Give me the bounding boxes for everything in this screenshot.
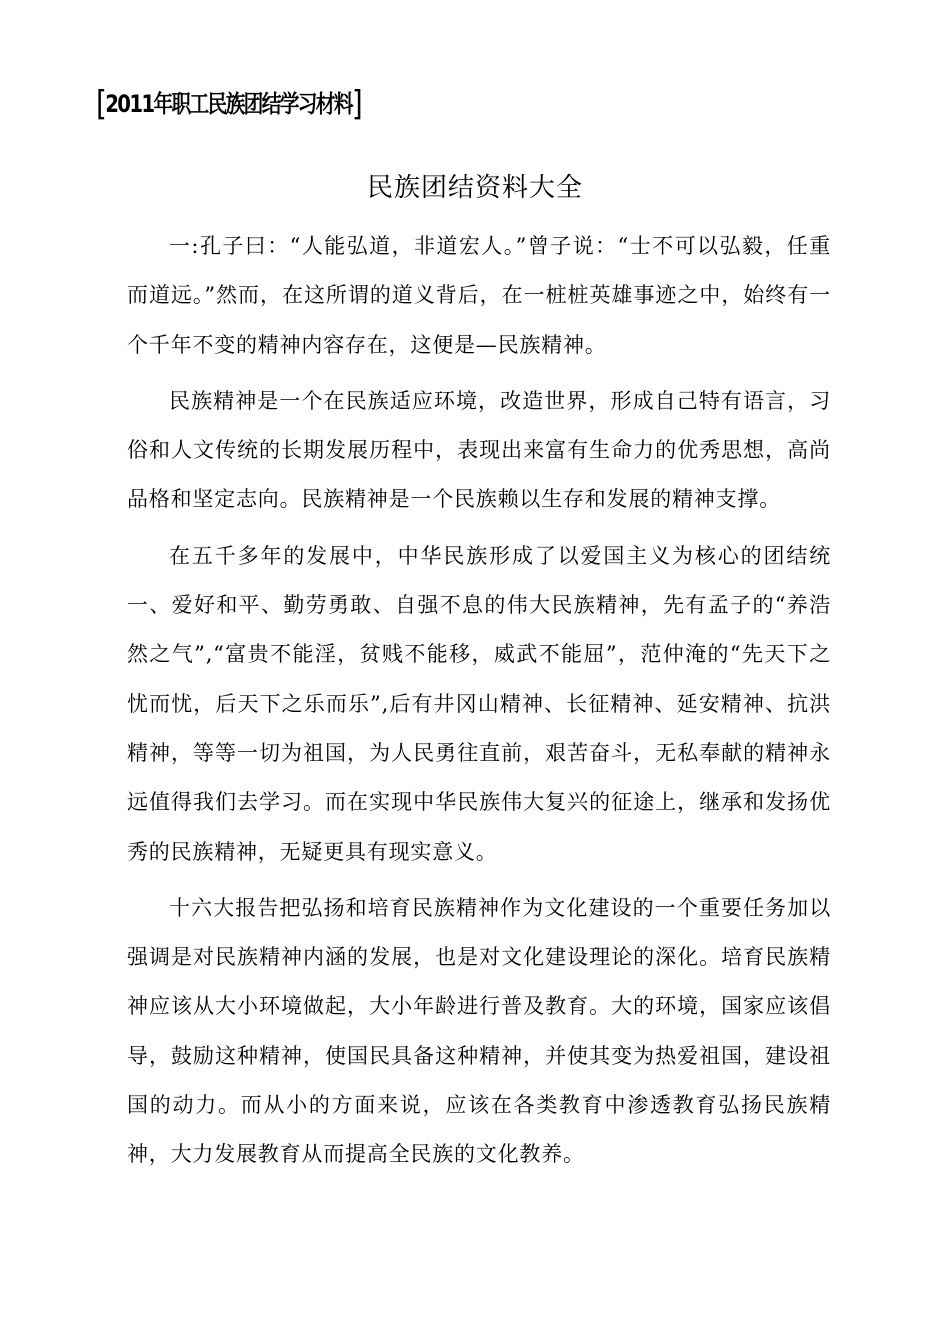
paragraph-4: 十六大报告把弘扬和培育民族精神作为文化建设的一个重要任务加以强调是对民族精神内涵的发展，也是对文化建设理论的深化。培育民族精神应该从大小环境做起，大小年龄进行普及教育。大的环境，国家应该倡导，鼓励这种精神，使国民具备这种精神，并使其变为热爱祖国，建设祖国的动力。而从小的方面来说，应该在各类教育中渗透教育弘扬民族精神，大力发展教育从而提高全民族的文化教养。 xyxy=(127,895,831,1167)
paragraph-1: 一:孔子曰：“人能弘道，非道宏人。”曾子说：“士不可以弘毅，任重而道远。”然而，在这所谓的道义背后，在一桩桩英雄事迹之中，始终有一个千年不变的精神内容存在，这便是—民族精神。 xyxy=(127,234,831,357)
document-header xyxy=(96,84,361,124)
header-bracket-open: [ xyxy=(96,84,106,124)
header-text: 2011年职工民族团结学习材料 xyxy=(105,90,352,118)
document-body xyxy=(127,222,831,1187)
paragraph-3: 在五千多年的发展中，中华民族形成了以爱国主义为核心的团结统一、爱好和平、勤劳勇敢、自强不息的伟大民族精神，先有孟子的“养浩然之气”,“富贵不能淫，贫贱不能移，威武不能屈”，范仲淹的“先天下之忧而忧，后天下之乐而乐”,后有井冈山精神、长征精神、延安精神、抗洪精神，等等一切为祖国，为人民勇往直前，艰苦奋斗，无私奉献的精神永远值得我们去学习。而在实现中华民族伟大复兴的征途上，继承和发扬优秀的民族精神，无疑更具有现实意义。 xyxy=(127,543,831,864)
paragraph-2: 民族精神是一个在民族适应环境，改造世界，形成自己特有语言，习俗和人文传统的长期发展历程中，表现出来富有生命力的优秀思想，高尚品格和坚定志向。民族精神是一个民族赖以生存和发展的精神支撑。 xyxy=(127,388,831,512)
header-bracket-close: ] xyxy=(351,84,362,124)
document-title: 民族团结资料大全 xyxy=(366,173,583,203)
